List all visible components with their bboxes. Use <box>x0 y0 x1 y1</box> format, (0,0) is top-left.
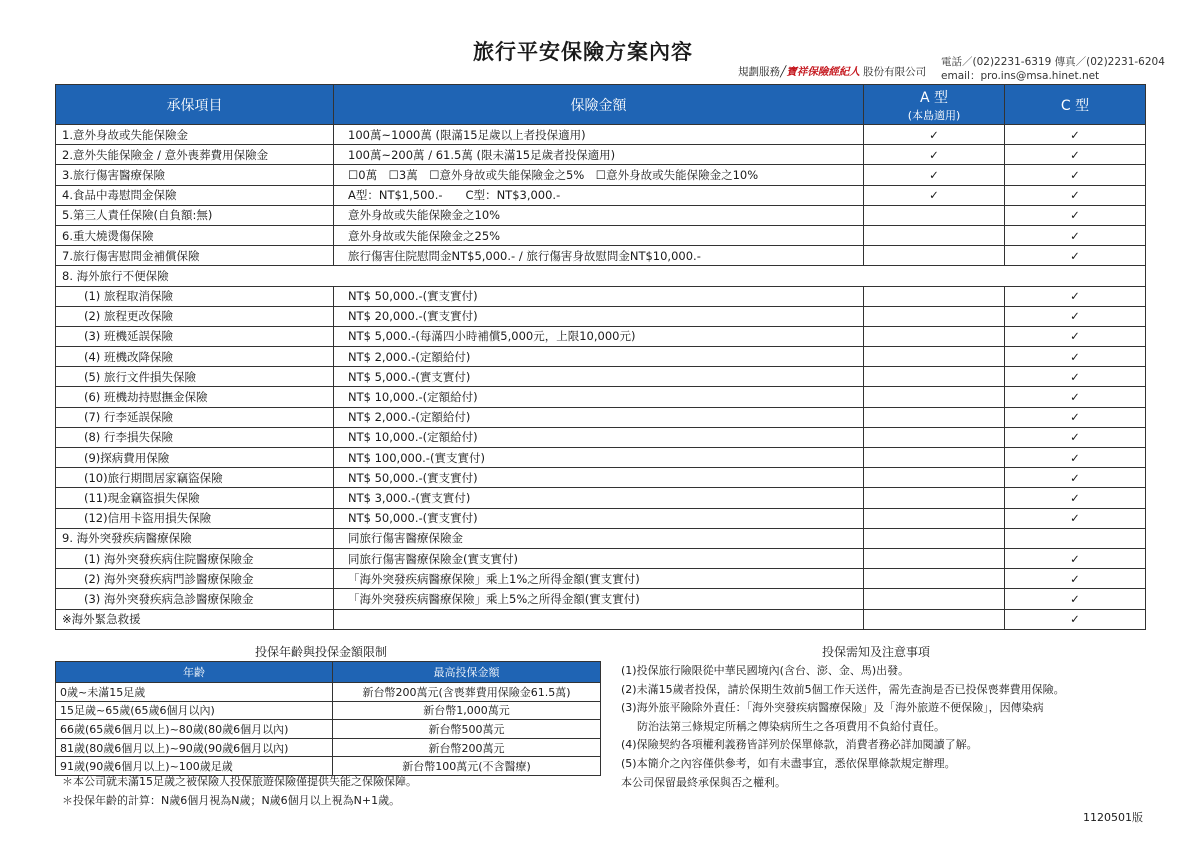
coverage-row <box>56 427 1146 447</box>
coverage-amount: ☐0萬 ☐3萬 ☐意外身故或失能保險金之5% ☐意外身故或失能保險金之10% <box>334 165 864 185</box>
coverage-row <box>56 528 1146 548</box>
coverage-amount <box>334 609 864 629</box>
age-row <box>56 683 601 702</box>
coverage-row <box>56 367 1146 387</box>
coverage-row <box>56 165 1146 185</box>
coverage-row <box>56 448 1146 468</box>
coverage-item: (3) 班機延誤保險 <box>56 326 334 346</box>
coverage-amount: 意外身故或失能保險金之25% <box>334 225 864 245</box>
plan-a-check <box>864 367 1005 387</box>
col-max-amount: 最高投保金額 <box>333 662 601 683</box>
coverage-row <box>56 145 1146 165</box>
col-age: 年齡 <box>56 662 333 683</box>
age-range: 66歲(65歲6個月以上)~80歲(80歲6個月以內) <box>56 720 333 739</box>
coverage-item: ※海外緊急救援 <box>56 609 334 629</box>
coverage-item: (12)信用卡盜用損失保險 <box>56 508 334 528</box>
plan-c-check: ✓ <box>1005 488 1146 508</box>
plan-c-check: ✓ <box>1005 286 1146 306</box>
plan-c-check: ✓ <box>1005 548 1146 568</box>
coverage-row <box>56 488 1146 508</box>
coverage-item: (10)旅行期間居家竊盜保險 <box>56 468 334 488</box>
notes-title: 投保需知及注意事項 <box>822 645 931 659</box>
coverage-item: (9)探病費用保險 <box>56 448 334 468</box>
plan-a-check: ✓ <box>864 145 1005 165</box>
coverage-amount: 「海外突發疾病醫療保險」乘上1%之所得金額(實支實付) <box>334 569 864 589</box>
coverage-item: (4) 班機改降保險 <box>56 347 334 367</box>
plan-c-check: ✓ <box>1005 306 1146 326</box>
agency-prefix: 規劃服務╱ <box>738 66 787 78</box>
plan-a-check <box>864 286 1005 306</box>
note-item: (4)保險契約各項權利義務皆詳列於保單條款，消費者務必詳加閱讀了解。 <box>621 738 978 752</box>
age-header-row <box>56 662 601 683</box>
coverage-amount: NT$ 50,000.-(實支實付) <box>334 508 864 528</box>
coverage-amount: NT$ 3,000.-(實支實付) <box>334 488 864 508</box>
coverage-header-row <box>56 85 1146 125</box>
coverage-item: 3.旅行傷害醫療保險 <box>56 165 334 185</box>
coverage-row <box>56 326 1146 346</box>
plan-c-check: ✓ <box>1005 609 1146 629</box>
age-footnote-2: ＊投保年齡的計算：N歲6個月視為N歲；N歲6個月以上視為N+1歲。 <box>62 794 401 807</box>
plan-c-check: ✓ <box>1005 125 1146 145</box>
coverage-row <box>56 609 1146 629</box>
coverage-amount: 同旅行傷害醫療保險金(實支實付) <box>334 548 864 568</box>
agency-line <box>738 64 926 79</box>
plan-a-check <box>864 548 1005 568</box>
coverage-amount: 「海外突發疾病醫療保險」乘上5%之所得金額(實支實付) <box>334 589 864 609</box>
plan-c-check: ✓ <box>1005 569 1146 589</box>
age-range: 0歲~未滿15足歲 <box>56 683 333 702</box>
coverage-item: (3) 海外突發疾病急診醫療保險金 <box>56 589 334 609</box>
plan-a-check <box>864 589 1005 609</box>
coverage-table <box>55 84 1146 630</box>
plan-a-check <box>864 448 1005 468</box>
max-amount: 新台幣100萬元(不含醫療) <box>333 757 601 776</box>
plan-a-check <box>864 246 1005 266</box>
plan-c-check: ✓ <box>1005 367 1146 387</box>
plan-a-check <box>864 347 1005 367</box>
plan-c-check: ✓ <box>1005 326 1146 346</box>
coverage-item: (2) 海外突發疾病門診醫療保險金 <box>56 569 334 589</box>
coverage-item: 9. 海外突發疾病醫療保險 <box>56 528 334 548</box>
col-plan-c: C 型 <box>1005 85 1146 125</box>
col-item: 承保項目 <box>56 85 334 125</box>
plan-c-check: ✓ <box>1005 185 1146 205</box>
coverage-item: 5.第三人責任保險(自負額:無) <box>56 205 334 225</box>
coverage-row <box>56 225 1146 245</box>
note-item: 本公司保留最終承保與否之權利。 <box>621 775 786 789</box>
max-amount: 新台幣200萬元 <box>333 738 601 757</box>
max-amount: 新台幣200萬元(含喪葬費用保險金61.5萬) <box>333 683 601 702</box>
age-row <box>56 701 601 720</box>
coverage-item: (1) 海外突發疾病住院醫療保險金 <box>56 548 334 568</box>
coverage-item: (8) 行李損失保險 <box>56 427 334 447</box>
age-range: 81歲(80歲6個月以上)~90歲(90歲6個月以內) <box>56 738 333 757</box>
plan-c-check: ✓ <box>1005 347 1146 367</box>
coverage-amount: 100萬~1000萬 (限滿15足歲以上者投保適用) <box>334 125 864 145</box>
coverage-amount: NT$ 50,000.-(實支實付) <box>334 468 864 488</box>
plan-a-check <box>864 407 1005 427</box>
coverage-item: 1.意外身故或失能保險金 <box>56 125 334 145</box>
coverage-item: (7) 行李延誤保險 <box>56 407 334 427</box>
plan-a-check <box>864 569 1005 589</box>
coverage-row <box>56 246 1146 266</box>
coverage-item: 6.重大燒燙傷保險 <box>56 225 334 245</box>
email: email：pro.ins@msa.hinet.net <box>941 70 1100 82</box>
coverage-row <box>56 286 1146 306</box>
coverage-amount: NT$ 5,000.-(每滿四小時補償5,000元，上限10,000元) <box>334 326 864 346</box>
coverage-amount: NT$ 5,000.-(實支實付) <box>334 367 864 387</box>
age-range: 91歲(90歲6個月以上)~100歲足歲 <box>56 757 333 776</box>
plan-c-check: ✓ <box>1005 145 1146 165</box>
coverage-item: (6) 班機劫持慰撫金保險 <box>56 387 334 407</box>
plan-c-check: ✓ <box>1005 387 1146 407</box>
contact-info <box>941 55 1165 83</box>
plan-c-check: ✓ <box>1005 508 1146 528</box>
plan-a-check: ✓ <box>864 165 1005 185</box>
plan-a-check <box>864 528 1005 548</box>
coverage-row <box>56 347 1146 367</box>
plan-c-check: ✓ <box>1005 448 1146 468</box>
age-row <box>56 720 601 739</box>
note-item: (2)未滿15歲者投保，請於保期生效前5個工作天送件，需先查詢是否已投保喪葬費用保險。 <box>621 682 1065 696</box>
age-footnote-1: ＊本公司就未滿15足歲之被保險人投保旅遊保險僅提供失能之保險保障。 <box>62 775 417 788</box>
plan-a-check <box>864 609 1005 629</box>
coverage-item: (2) 旅程更改保險 <box>56 306 334 326</box>
coverage-amount: NT$ 50,000.-(實支實付) <box>334 286 864 306</box>
coverage-row <box>56 125 1146 145</box>
plan-a-check <box>864 225 1005 245</box>
max-amount: 新台幣1,000萬元 <box>333 701 601 720</box>
col-amount: 保險金額 <box>334 85 864 125</box>
note-item: (5)本簡介之內容僅供參考，如有未盡事宜，悉依保單條款規定辦理。 <box>621 756 956 770</box>
age-row <box>56 738 601 757</box>
plan-a-check: ✓ <box>864 185 1005 205</box>
plan-c-check: ✓ <box>1005 407 1146 427</box>
page-title: 旅行平安保險方案內容 <box>473 40 693 64</box>
notes-list <box>621 662 1181 792</box>
coverage-amount: NT$ 2,000.-(定額給付) <box>334 347 864 367</box>
coverage-amount: NT$ 100,000.-(實支實付) <box>334 448 864 468</box>
coverage-amount: 旅行傷害住院慰問金NT$5,000.- / 旅行傷害身故慰問金NT$10,000.- <box>334 246 864 266</box>
coverage-amount: A型：NT$1,500.- C型：NT$3,000.- <box>334 185 864 205</box>
coverage-amount: 同旅行傷害醫療保險金 <box>334 528 864 548</box>
coverage-row <box>56 508 1146 528</box>
coverage-row <box>56 407 1146 427</box>
plan-a-check <box>864 427 1005 447</box>
plan-a-check <box>864 326 1005 346</box>
coverage-item: 7.旅行傷害慰問金補償保險 <box>56 246 334 266</box>
plan-a-check <box>864 468 1005 488</box>
coverage-row <box>56 548 1146 568</box>
plan-c-check: ✓ <box>1005 246 1146 266</box>
plan-a-check <box>864 508 1005 528</box>
plan-a-check <box>864 205 1005 225</box>
plan-c-check: ✓ <box>1005 427 1146 447</box>
note-item: 防治法第三條規定所稱之傳染病所生之各項費用不負給付責任。 <box>637 719 945 733</box>
coverage-amount: NT$ 20,000.-(實支實付) <box>334 306 864 326</box>
coverage-item: 4.食品中毒慰問金保險 <box>56 185 334 205</box>
coverage-row <box>56 589 1146 609</box>
coverage-item: (5) 旅行文件損失保險 <box>56 367 334 387</box>
plan-a-check <box>864 387 1005 407</box>
plan-c-check: ✓ <box>1005 225 1146 245</box>
coverage-row <box>56 306 1146 326</box>
coverage-amount: 100萬~200萬 / 61.5萬 (限未滿15足歲者投保適用) <box>334 145 864 165</box>
coverage-row <box>56 387 1146 407</box>
phone-fax: 電話／(02)2231-6319 傳真／(02)2231-6204 <box>941 56 1165 68</box>
coverage-section-label: 8. 海外旅行不便保險 <box>56 266 1146 286</box>
version-label: 1120501版 <box>1083 811 1143 824</box>
coverage-amount: 意外身故或失能保險金之10% <box>334 205 864 225</box>
coverage-item: (1) 旅程取消保險 <box>56 286 334 306</box>
plan-c-check: ✓ <box>1005 468 1146 488</box>
plan-c-check: ✓ <box>1005 205 1146 225</box>
plan-c-check: ✓ <box>1005 589 1146 609</box>
age-section-title: 投保年齡與投保金額限制 <box>255 645 388 659</box>
col-plan-a: A 型 (本島適用) <box>864 85 1005 125</box>
agency-brand-logo: 寶祥保險經紀人 <box>786 66 860 78</box>
coverage-item: 2.意外失能保險金 / 意外喪葬費用保險金 <box>56 145 334 165</box>
coverage-row <box>56 205 1146 225</box>
coverage-row <box>56 266 1146 286</box>
coverage-amount: NT$ 10,000.-(定額給付) <box>334 387 864 407</box>
plan-c-check <box>1005 528 1146 548</box>
plan-a-check <box>864 488 1005 508</box>
age-limit-table <box>55 661 601 776</box>
agency-suffix: 股份有限公司 <box>863 66 927 78</box>
coverage-row <box>56 185 1146 205</box>
coverage-row <box>56 468 1146 488</box>
note-item: (1)投保旅行險限從中華民國境內(含台、澎、金、馬)出發。 <box>621 664 910 677</box>
coverage-item: (11)現金竊盜損失保險 <box>56 488 334 508</box>
coverage-amount: NT$ 10,000.-(定額給付) <box>334 427 864 447</box>
coverage-row <box>56 569 1146 589</box>
plan-c-check: ✓ <box>1005 165 1146 185</box>
age-range: 15足歲~65歲(65歲6個月以內) <box>56 701 333 720</box>
coverage-amount: NT$ 2,000.-(定額給付) <box>334 407 864 427</box>
max-amount: 新台幣500萬元 <box>333 720 601 739</box>
plan-a-check: ✓ <box>864 125 1005 145</box>
note-item: (3)海外旅平險除外責任：「海外突發疾病醫療保險」及「海外旅遊不便保險」，因傳染病 <box>621 701 1044 715</box>
plan-a-check <box>864 306 1005 326</box>
